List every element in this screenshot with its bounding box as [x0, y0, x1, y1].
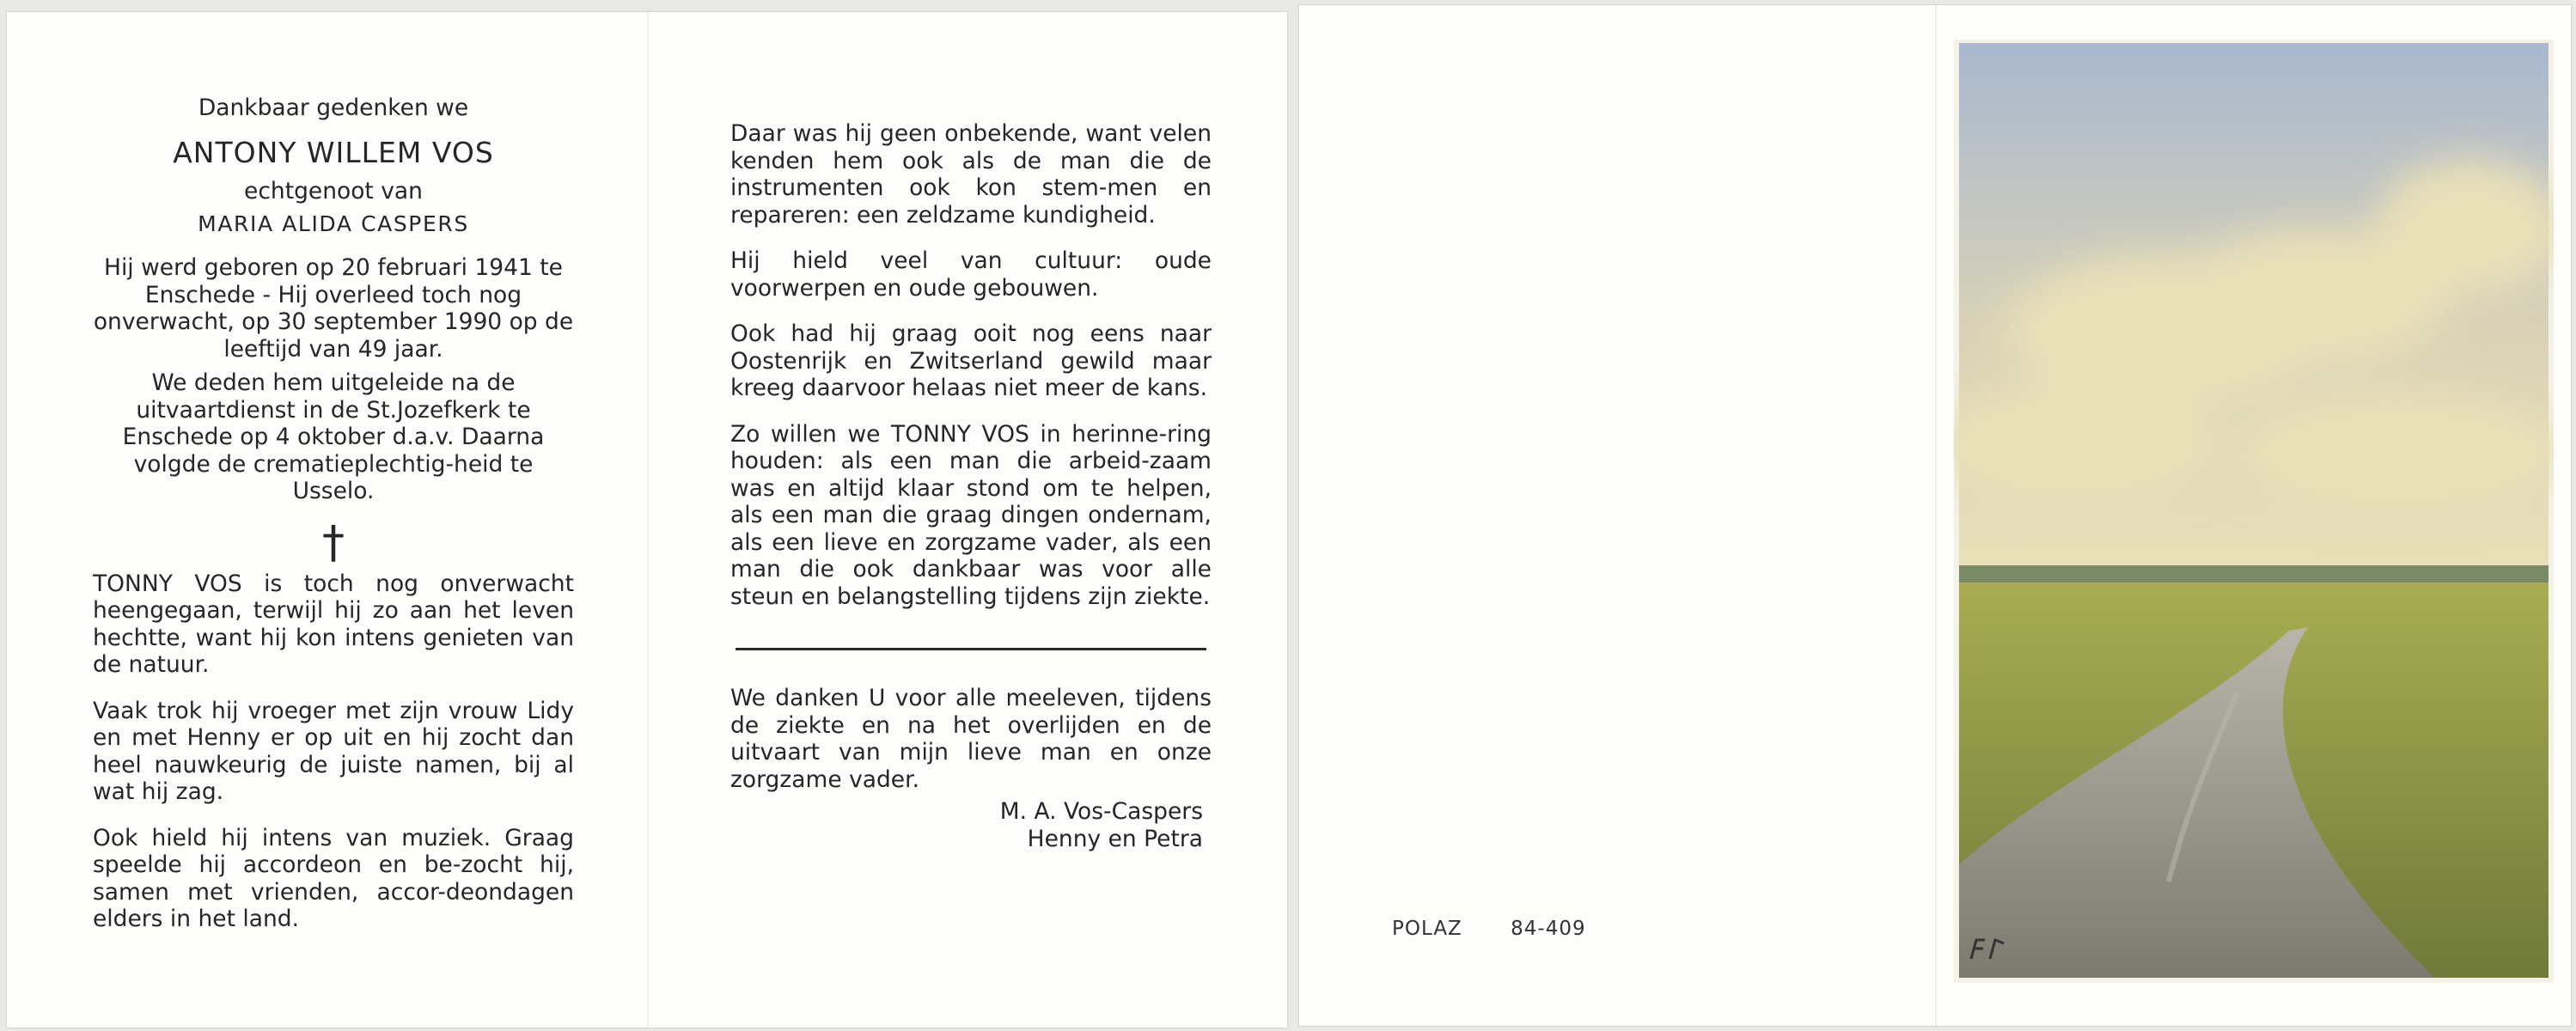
memorial-card-inside — [7, 12, 1287, 1028]
memorial-text-column-left — [93, 95, 574, 933]
signature-spouse: M. A. Vos-Caspers — [999, 798, 1203, 825]
spouse-name: MARIA ALIDA CASPERS — [198, 210, 469, 236]
printer-code: 84-409 — [1511, 918, 1586, 940]
printer-name: POLAZ — [1392, 918, 1462, 940]
paragraph-culture: Hij hield veel van cultuur: oude voorwerpen en oude gebouwen. — [730, 247, 1212, 302]
intro-line: Dankbaar gedenken we — [198, 95, 469, 121]
birth-death-text: Hij werd geboren op 20 februari 1941 te Enschede - Hij overleed toch nog onverwacht, op 30 september 1990 op de leeftijd van 49 jaar. — [93, 254, 574, 363]
paragraph-nature: TONNY VOS is toch nog onverwacht heengegaan, terwijl hij zo aan het leven hechtte, want hij kon intens genieten van de natuur. — [93, 570, 574, 678]
printer-imprint — [1392, 918, 1586, 940]
paragraph-music: Ook hield hij intens van muziek. Graag speelde hij accordeon en be-zocht hij, samen met vrienden, accor-deondagen elders in het land. — [93, 824, 574, 932]
paragraph-travel: Ook had hij graag ooit nog eens naar Oostenrijk en Zwitserland gewild maar kreeg daarvoor helaas niet meer de kans. — [730, 320, 1212, 401]
fold-line — [1935, 5, 1937, 1026]
cross-icon: † — [322, 516, 345, 569]
paragraph-memory: Zo willen we TONNY VOS in herinne-ring houden: als een man die arbeid-zaam was en altijd klaar stond om te helpen, als een man die graag dingen ondernam, als een lieve en zorgzame vader, als een man die ook dankbaar was voor alle steun en belangstelling tijdens zijn ziekte. — [730, 420, 1212, 610]
deceased-name: ANTONY WILLEM VOS — [173, 135, 494, 169]
funeral-text: We deden hem uitgeleide na de uitvaartdienst in de St.Jozefkerk te Enschede op 4 oktober d.a.v. Daarna volgde de crematieplechtig-heid te Usselo. — [122, 369, 545, 504]
spouse-label: echtgenoot van — [244, 178, 423, 204]
fold-line — [647, 12, 649, 1028]
cloud — [2237, 392, 2554, 512]
thanks-text: We danken U voor alle meeleven, tijdens de ziekte en na het overlijden en de uitvaart van mijn lieve man en onze zorgzame vader. — [730, 685, 1212, 793]
landscape-painting-image — [1954, 40, 2554, 983]
paragraph-instruments: Daar was hij geen onbekende, want velen kenden hem ook als de man die de instrumenten ook kon stem-men en repareren: een zeldzame kundigheid. — [730, 120, 1212, 229]
divider-line — [736, 648, 1206, 650]
memorial-text-column-right — [730, 120, 1212, 852]
paragraph-walks: Vaak trok hij vroeger met zijn vrouw Lidy en met Henny er op uit en hij zocht dan heel nauwkeurig de juiste namen, bij al wat hij zag. — [93, 697, 574, 805]
signature-children: Henny en Petra — [1027, 825, 1203, 852]
